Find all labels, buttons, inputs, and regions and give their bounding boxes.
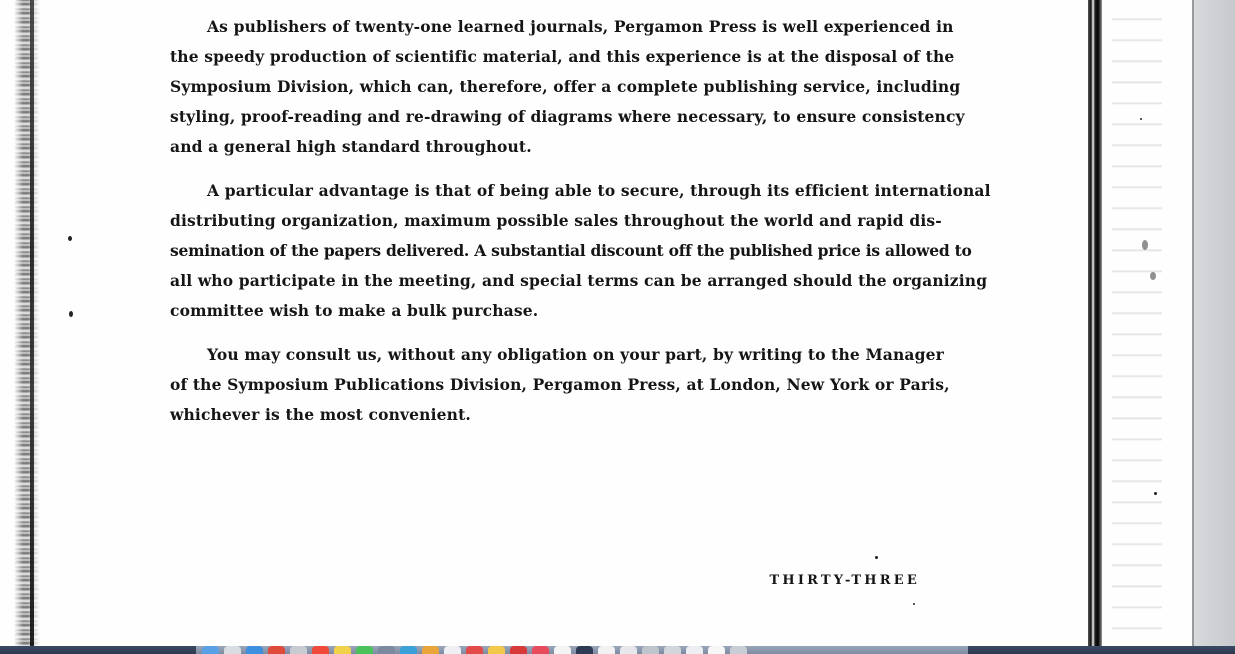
trash-icon[interactable] bbox=[730, 646, 747, 654]
text-line: the speedy production of scientific material, and this experience is at the disposal of the bbox=[170, 47, 955, 66]
app-icon-14[interactable] bbox=[488, 646, 505, 654]
text-line: committee wish to make a bulk purchase. bbox=[170, 301, 539, 320]
text-line: semination of the papers delivered. A substantial discount off the published price is allowed to bbox=[170, 241, 972, 260]
scan-binding-edge bbox=[14, 0, 40, 646]
paragraph-contact bbox=[170, 340, 950, 430]
app-icon-12[interactable] bbox=[444, 646, 461, 654]
app-icon-23[interactable] bbox=[686, 646, 703, 654]
text-line: distributing organization, maximum possible sales throughout the world and rapid dis- bbox=[170, 211, 942, 230]
app-icon-16[interactable] bbox=[532, 646, 549, 654]
app-icon-17[interactable] bbox=[554, 646, 571, 654]
app-icon-15[interactable] bbox=[510, 646, 527, 654]
scan-speck bbox=[875, 556, 878, 559]
app-icon-22[interactable] bbox=[664, 646, 681, 654]
text-line: of the Symposium Publications Division, Pergamon Press, at London, New York or Paris, bbox=[170, 375, 950, 394]
app-icon-13[interactable] bbox=[466, 646, 483, 654]
app-icon-11[interactable] bbox=[422, 646, 439, 654]
page-body bbox=[170, 12, 991, 444]
app-icon-8[interactable] bbox=[356, 646, 373, 654]
app-icon-5[interactable] bbox=[290, 646, 307, 654]
paragraph-publishing-service bbox=[170, 12, 965, 162]
scan-right-edge bbox=[1088, 0, 1102, 646]
app-icon-21[interactable] bbox=[642, 646, 659, 654]
text-line: styling, proof-reading and re-drawing of diagrams where necessary, to ensure consistency bbox=[170, 107, 965, 126]
scan-binding-shadow bbox=[30, 0, 34, 646]
text-line: all who participate in the meeting, and special terms can be arranged should the organizing bbox=[170, 271, 988, 290]
app-icon-2[interactable] bbox=[224, 646, 241, 654]
app-icon-19[interactable] bbox=[598, 646, 615, 654]
finder-icon[interactable] bbox=[202, 646, 219, 654]
paragraph-distribution bbox=[170, 176, 991, 326]
dock bbox=[196, 646, 968, 654]
text-line: A particular advantage is that of being able to secure, through its efficient international bbox=[207, 181, 991, 200]
app-icon-4[interactable] bbox=[268, 646, 285, 654]
app-icon-20[interactable] bbox=[620, 646, 637, 654]
app-icon-10[interactable] bbox=[400, 646, 417, 654]
window-side-panel bbox=[1194, 0, 1235, 646]
safari-icon[interactable] bbox=[246, 646, 263, 654]
scan-speck bbox=[69, 311, 73, 317]
scan-speck bbox=[68, 236, 72, 241]
text-line: You may consult us, without any obligation on your part, by writing to the Manager bbox=[207, 345, 944, 364]
notes-icon[interactable] bbox=[334, 646, 351, 654]
scan-right-noise bbox=[1112, 0, 1162, 646]
text-line: and a general high standard throughout. bbox=[170, 137, 532, 156]
app-icon-18[interactable] bbox=[576, 646, 593, 654]
scan-speck bbox=[913, 603, 915, 605]
app-icon-9[interactable] bbox=[378, 646, 395, 654]
page-number: THIRTY-THREE bbox=[769, 573, 920, 588]
text-line: Symposium Division, which can, therefore, offer a complete publishing service, including bbox=[170, 77, 961, 96]
calendar-icon[interactable] bbox=[312, 646, 329, 654]
app-icon-24[interactable] bbox=[708, 646, 725, 654]
text-line: As publishers of twenty-one learned journals, Pergamon Press is well experienced in bbox=[207, 17, 954, 36]
text-line: whichever is the most convenient. bbox=[170, 405, 471, 424]
